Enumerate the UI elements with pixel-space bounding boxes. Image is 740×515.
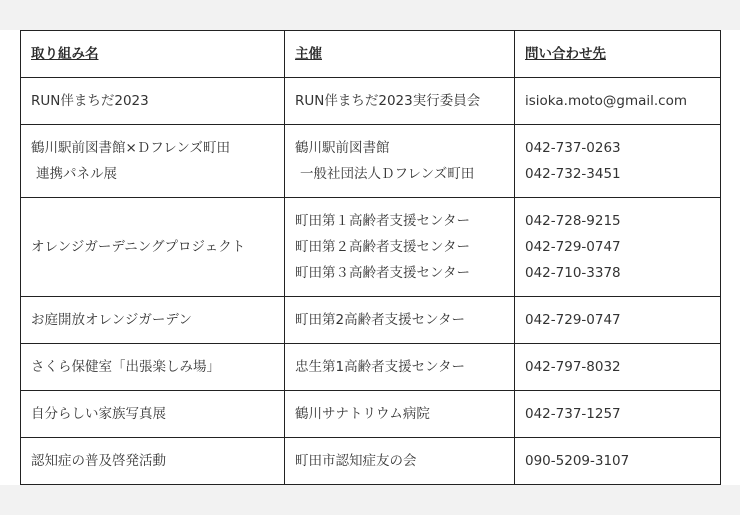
initiative-name-cell xyxy=(21,125,285,198)
table-row xyxy=(21,125,721,198)
initiative-name: さくら保健室「出張楽しみ場」 xyxy=(31,359,220,375)
contact-phone: 090-5209-3107 xyxy=(525,453,630,469)
initiatives-table xyxy=(20,30,721,485)
host-cell xyxy=(285,78,515,125)
initiative-name: 鶴川駅前図書館×Ｄフレンズ町田 xyxy=(31,140,231,156)
initiative-name-cell xyxy=(21,438,285,485)
contact-phone: 042-737-1257 xyxy=(525,406,621,422)
host-name: 町田第１高齢者支援センター xyxy=(295,213,470,229)
contact-phone: 042-732-3451 xyxy=(525,166,621,182)
host-cell xyxy=(285,391,515,438)
host-cell xyxy=(285,344,515,391)
initiative-name-cell xyxy=(21,198,285,297)
initiative-name: 自分らしい家族写真展 xyxy=(31,406,166,422)
contact-phone: 042-729-0747 xyxy=(525,239,621,255)
header-host: 主催 xyxy=(285,31,515,78)
initiative-name-cell xyxy=(21,391,285,438)
host-name: 鶴川駅前図書館 xyxy=(295,140,390,156)
host-cell xyxy=(285,125,515,198)
contact-cell xyxy=(515,344,721,391)
initiative-name: 認知症の普及啓発活動 xyxy=(31,453,166,469)
host-cell xyxy=(285,198,515,297)
initiative-name-cell xyxy=(21,297,285,344)
host-name: 町田市認知症友の会 xyxy=(295,453,417,469)
initiative-name-continued: 連携パネル展 xyxy=(36,166,117,182)
contact-phone: 042-729-0747 xyxy=(525,312,621,328)
host-cell xyxy=(285,297,515,344)
host-name: 町田第３高齢者支援センター xyxy=(295,265,470,281)
header-contact: 問い合わせ先 xyxy=(515,31,721,78)
table-header-row xyxy=(21,31,721,78)
table-row xyxy=(21,78,721,125)
document-sheet xyxy=(0,30,740,485)
contact-phone: 042-797-8032 xyxy=(525,359,621,375)
table-row xyxy=(21,344,721,391)
contact-cell xyxy=(515,297,721,344)
table-row xyxy=(21,391,721,438)
initiative-name: オレンジガーデニングプロジェクト xyxy=(31,239,246,255)
header-initiative-name: 取り組み名 xyxy=(21,31,285,78)
contact-email: isioka.moto@gmail.com xyxy=(525,93,688,109)
initiative-name-cell xyxy=(21,78,285,125)
contact-phone: 042-728-9215 xyxy=(525,213,621,229)
contact-cell xyxy=(515,198,721,297)
contact-phone: 042-737-0263 xyxy=(525,140,621,156)
contact-cell xyxy=(515,391,721,438)
host-name: 一般社団法人Ｄフレンズ町田 xyxy=(300,166,475,182)
table-row xyxy=(21,198,721,297)
host-name: RUN伴まちだ2023実行委員会 xyxy=(295,93,481,109)
host-name: 忠生第1高齢者支援センター xyxy=(295,359,466,375)
contact-cell xyxy=(515,78,721,125)
host-name: 町田第２高齢者支援センター xyxy=(295,239,470,255)
initiative-name: RUN伴まちだ2023 xyxy=(31,93,149,109)
host-cell xyxy=(285,438,515,485)
host-name: 鶴川サナトリウム病院 xyxy=(295,406,430,422)
contact-cell xyxy=(515,125,721,198)
table-row xyxy=(21,438,721,485)
contact-phone: 042-710-3378 xyxy=(525,265,621,281)
host-name: 町田第2高齢者支援センター xyxy=(295,312,466,328)
table-row xyxy=(21,297,721,344)
contact-cell xyxy=(515,438,721,485)
initiative-name: お庭開放オレンジガーデン xyxy=(31,312,193,328)
initiative-name-cell xyxy=(21,344,285,391)
